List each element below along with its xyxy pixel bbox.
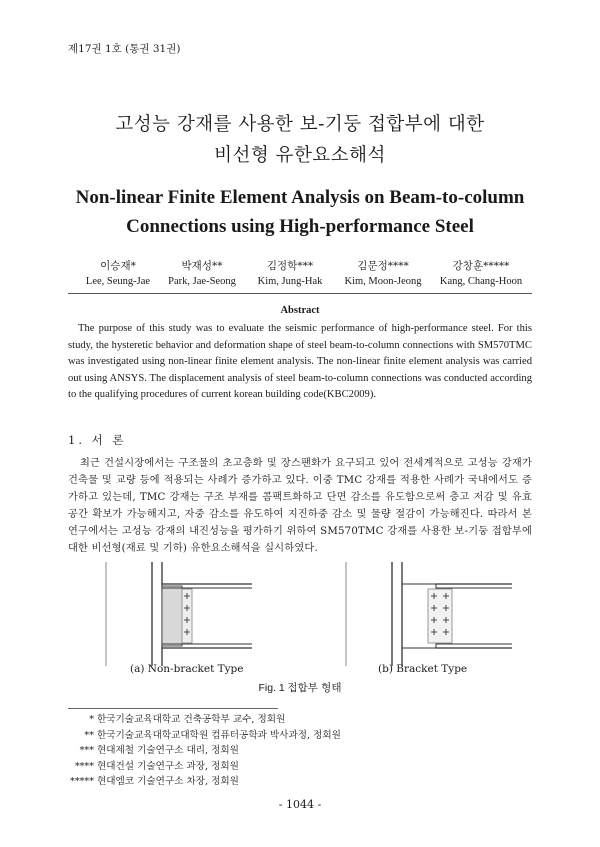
- korean-title-line-1: 고성능 강재를 사용한 보-기둥 접합부에 대한: [115, 114, 485, 135]
- footnote-item: [68, 774, 341, 790]
- issue-info: 제17권 1호 (통권 31권): [68, 43, 181, 55]
- footnote-item: [68, 712, 341, 728]
- bracket-connection-drawing: [346, 562, 512, 666]
- figure-caption-text: 접합부 형태: [287, 682, 342, 694]
- footnote-mark: *****: [70, 776, 94, 787]
- author-divider: [68, 293, 532, 294]
- splice-plate: [428, 589, 452, 643]
- author-name-ko: 김문정****: [357, 260, 409, 272]
- author-name-en: Lee, Seung-Jae: [85, 276, 151, 287]
- figure-caption-label: Fig. 1: [258, 682, 285, 694]
- footnote-mark: **: [84, 729, 94, 741]
- english-title-line-1: Non-linear Finite Element Analysis on Beam-to-column: [75, 187, 525, 208]
- english-title-line-2: Connections using High-performance Steel: [126, 216, 474, 237]
- figure-caption-b: (b) Bracket Type: [378, 663, 468, 675]
- section-1-body: 최근 건설시장에서는 구조물의 초고층화 및 장스팬화가 요구되고 있어 전세계적으로 고성능 강재가 건축물 및 교량 등에 적용되는 사례가 증가하고 있다. 이중 TMC 강재를 적용한 사례가 국내에서도 증가하고 있는데, TMC 강재는 구조 부재를 콤팩트화하고 단면 감소를 유도함으로써 층고 저감 및 유효 공간 확보가 가능해지고, 자중 감소를 유도하여 지진하중 감소 및 물량 절감이 가능해진다. 따라서 본 연구에서는 고성능 강재의 내진성능을 평가하기 위하여 SM570TMC 강재를 사용한 보-기둥 접합부에 대한 비선형(재료 및 기하) 유한요소해석을 실시하였다.: [68, 458, 532, 554]
- footnotes: [68, 712, 341, 790]
- author-name-en: Kim, Jung-Hak: [257, 276, 323, 287]
- footnote-text: 한국기술교육대학교 건축공학부 교수, 정회원: [97, 714, 286, 725]
- figure-1-caption: [0, 680, 600, 695]
- author-name-ko: 강창훈*****: [452, 260, 510, 272]
- footnote-divider: [68, 708, 278, 709]
- author-name-en: Kang, Chang-Hoon: [439, 276, 523, 287]
- author-name-ko: 김정학***: [266, 260, 314, 272]
- footnote-mark: ***: [79, 745, 94, 756]
- footnote-text: 현대건설 기술연구소 과장, 정회원: [97, 760, 239, 772]
- figure-caption-a: (a) Non-bracket Type: [130, 663, 244, 675]
- page-number: - 1044 -: [278, 798, 322, 811]
- footnote-item: [68, 743, 341, 759]
- author-name-en: Kim, Moon-Jeong: [344, 276, 422, 287]
- footnote-item: [68, 728, 341, 744]
- author-name-ko: 박재성**: [181, 260, 223, 272]
- footnote-text: 현대제철 기술연구소 대리, 정회원: [97, 745, 239, 756]
- korean-title-line-2: 비선형 유한요소해석: [214, 145, 386, 166]
- non-bracket-connection-drawing: [106, 562, 252, 666]
- abstract-body: The purpose of this study was to evaluate the seismic performance of high-performance steel. For this study, the hysteretic behavior and deformation shape of steel beam-to-column connections with SM570TMC was investigated using non-linear finite element analysis. The non-linear finite element analysis was carried out using ANSYS. The displacement analysis of steel beam-to-column connections was conducted according to the qualifying procedures of current korean building code(KBC2009).: [68, 323, 532, 400]
- author-name-ko: 이승재*: [100, 260, 136, 272]
- footnote-mark: *: [89, 714, 94, 725]
- shear-tab-plate: [162, 586, 182, 646]
- author-name-en: Park, Jae-Seong: [168, 276, 236, 287]
- footnote-item: [68, 759, 341, 775]
- footnote-mark: ****: [74, 760, 94, 772]
- footnote-text: 한국기술교육대학교대학원 컴퓨터공학과 박사과정, 정회원: [97, 729, 341, 741]
- author-5: [421, 259, 541, 289]
- abstract-heading: Abstract: [280, 305, 320, 316]
- footnote-text: 현대엠코 기술연구소 차장, 정회원: [97, 776, 239, 787]
- section-1-heading: 1. 서 론: [68, 433, 127, 447]
